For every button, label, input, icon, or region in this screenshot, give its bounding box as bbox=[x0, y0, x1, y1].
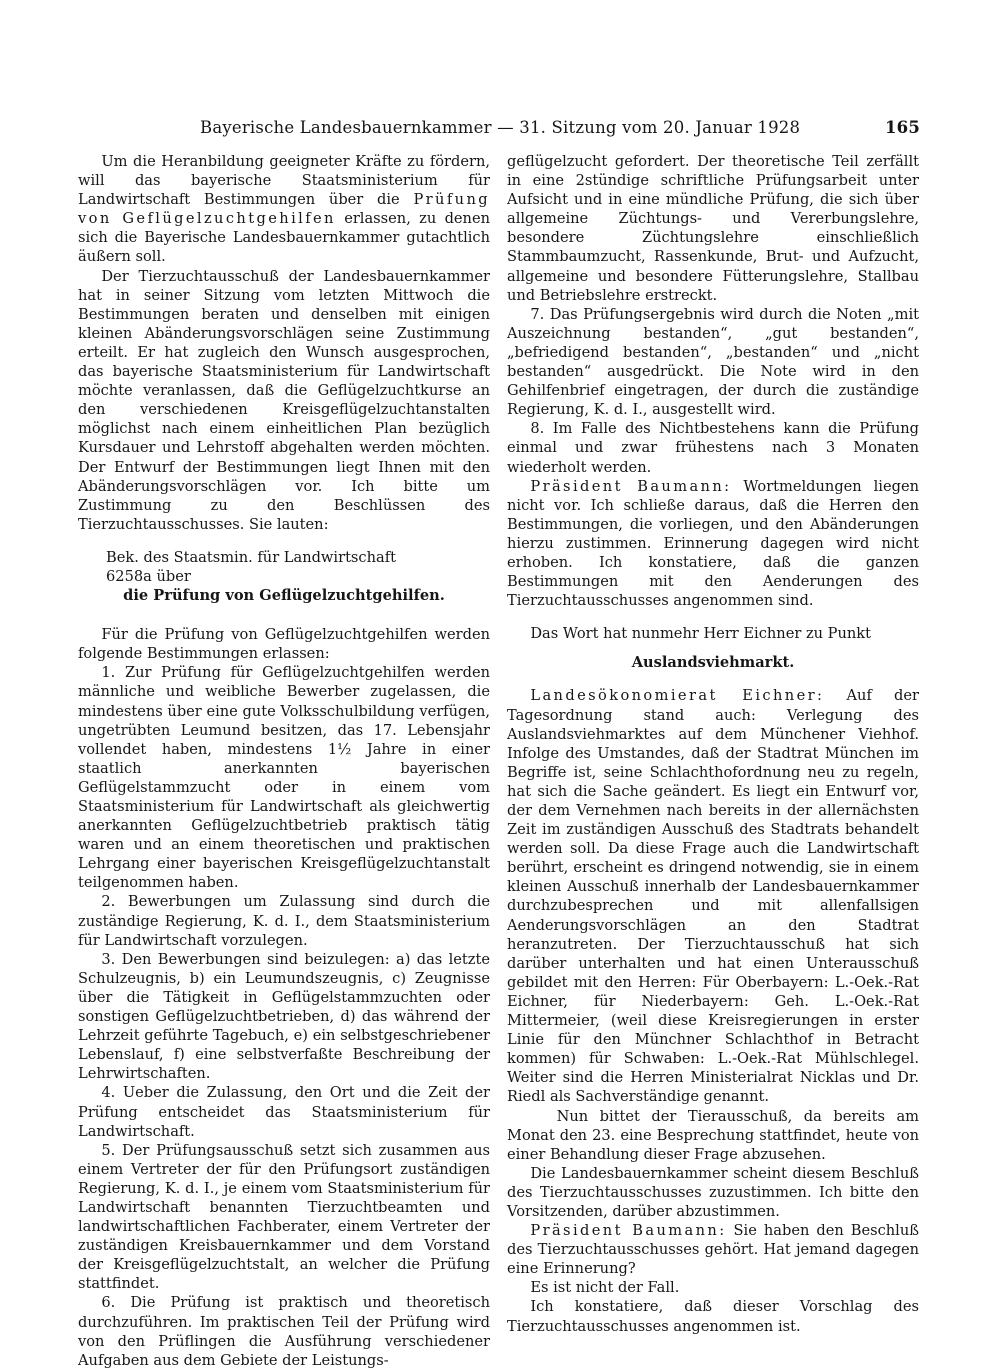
page-number: 165 bbox=[884, 118, 920, 137]
speaker-name: Präsident Baumann: bbox=[530, 477, 732, 495]
decree-item-1: 1. Zur Prüfung für Geflügelzuchtgehilfen werden männliche und weibliche Bewerber zugelassen, die mindestens über eine gute Volksschulbildung verfügen, ungetrübten Leumund besitzen, das 17. Lebensjahr vollendet haben, mindestens 1½ Jahre in einer staatlich anerkannten bayerischen Geflügelstammzucht oder in einem vom Staatsministerium für Landwirtschaft als gleichwertig anerkannten Geflügelzuchtbetrieb praktisch tätig waren und an einem theoretischen und praktischen Lehrgang einer bayerischen Kreisgeflügelzuchtanstalt teilgenommen haben. bbox=[78, 664, 490, 892]
decree-heading: die Prüfung von Geflügelzuchtgehilfen. bbox=[123, 587, 445, 605]
running-header bbox=[90, 118, 920, 144]
running-title: Bayerische Landesbauernkammer — 31. Sitzung vom 20. Januar 1928 bbox=[200, 118, 801, 137]
decree-reference-line-2: 6258a über bbox=[106, 567, 191, 585]
speech-president-2: Präsident Baumann: Sie haben den Beschluß des Tierzuchtausschusses gehört. Hat jemand dagegen eine Erinnerung? bbox=[507, 1222, 919, 1278]
decree-item-3: 3. Den Bewerbungen sind beizulegen: a) das letzte Schulzeugnis, b) ein Leumundszeugnis, c) Zeugnisse über die Tätigkeit in Geflügelstammzuchten oder sonstigen Geflügelzuchtbetrieben, d) das während der Lehrzeit geführte Tagebuch, e) ein selbstgeschriebener Lebenslauf, f) eine selbstverfaßte Beschreibung der Lehrwirtschaften. bbox=[78, 950, 490, 1083]
decree-item-8: 8. Im Falle des Nichtbestehens kann die Prüfung einmal und zwar frühestens nach 3 Monaten wiederholt werden. bbox=[507, 420, 919, 476]
speaker-name: Präsident Baumann: bbox=[530, 1222, 727, 1240]
left-column bbox=[78, 152, 490, 1370]
speaker-name: Landesökonomierat Eichner: bbox=[530, 687, 825, 705]
speech-eichner-3: Die Landesbauernkammer scheint diesem Beschluß des Tierzuchtausschusses zuzustimmen. Ich bitte den Vorsitzenden, darüber abzustimmen. bbox=[507, 1164, 919, 1220]
intro-paragraph: Um die Heranbildung geeigneter Kräfte zu fördern, will das bayerische Staatsministerium für Landwirtschaft Bestimmungen über die Prüfung von Geflügelzuchtgehilfen erlassen, zu denen sich die Bayerische Landesbauernkammer gutachtlich äußern soll. bbox=[78, 153, 490, 266]
section-heading: Auslandsviehmarkt. bbox=[631, 654, 795, 672]
speech-eichner-2: Nun bittet der Tierausschuß, da bereits am Monat den 23. eine Besprechung stattfindet, heute von einer Behandlung dieser Frage abzusehen. bbox=[507, 1107, 919, 1163]
decree-item-6-continued: geflügelzucht gefordert. Der theoretische Teil zerfällt in eine 2stündige schriftliche Prüfungsarbeit unter Aufsicht und in eine mündliche Prüfung, die sich über allgemeine Züchtungs- und Vererbungslehre, besondere Züchtungslehre einschließlich Stammbaumzucht, Rassenkunde, Brut- und Aufzucht, allgemeine und besondere Fütterungslehre, Stallbau und Betriebslehre erstreckt. bbox=[507, 153, 919, 304]
decree-preamble: Für die Prüfung von Geflügelzuchtgehilfen werden folgende Bestimmungen erlassen: bbox=[78, 626, 490, 663]
no-objection-line: Es ist nicht der Fall. bbox=[530, 1279, 680, 1297]
committee-paragraph: Der Tierzuchtausschuß der Landesbauernkammer hat in seiner Sitzung vom letzten Mittwoch die Bestimmungen beraten und denselben mit einigen kleinen Abänderungsvorschlägen seine Zustimmung erteilt. Er hat zugleich den Wunsch ausgesprochen, das bayerische Staatsministerium für Landwirtschaft möchte veranlassen, daß die Geflügelzuchtkurse an den verschiedenen Kreisgeflügelzuchtanstalten möglichst nach einem einheitlichen Plan bezüglich Kursdauer und Lehrstoff abgehalten werden möchten. Der Entwurf der Bestimmungen liegt Ihnen mit den Abänderungsvorschlägen vor. Ich bitte um Zustimmung zu den Beschlüssen des Tierzuchtausschusses. Sie lauten: bbox=[78, 267, 490, 533]
decree-item-7: 7. Das Prüfungsergebnis wird durch die Noten „mit Auszeichnung bestanden“, „gut bestanden“, „befriedigend bestanden“, „bestanden“ und „nicht bestanden“ ausgedrückt. Die Note wird in den Gehilfenbrief eingetragen, der durch die zuständige Regierung, K. d. I., ausgestellt wird. bbox=[507, 305, 919, 419]
speech-eichner: Landesökonomierat Eichner: Auf der Tagesordnung stand auch: Verlegung des Auslandsviehmarktes auf dem Münchener Viehhof. Infolge des Umstandes, daß der Stadtrat München im Begriffe ist, seine Schlachthofordnung neu zu regeln, hat sich die Sache geändert. Es liegt ein Entwurf vor, der dem Vernehmen nach bereits in der allernächsten Zeit im zuständigen Ausschuß des Stadtrats behandelt werden soll. Da diese Frage auch die Landwirtschaft berührt, erscheint es dringend notwendig, sie in einem kleinen Ausschuß innerhalb der Landesbauernkammer durchzubesprechen und mit allenfallsigen Aenderungsvorschlägen an den Stadtrat heranzutreten. Der Tierzuchtausschuß hat sich darüber unterhalten und hat einen Unterausschuß gebildet mit den Herren: Für Oberbayern: L.-Oek.-Rat Eichner, für Niederbayern: Geh. L.-Oek.-Rat Mittermeier, (weil diese Kreisregierungen in erster Linie für den Münchner Schlachthof in Betracht kommen) für Schwaben: L.-Oek.-Rat Mühlschlegel. Weiter sind die Herren Ministerialrat Nicklas und Dr. Riedl als Sachverständige genannt. bbox=[507, 687, 920, 1106]
spaced-term: Prüfung von Geflügelzuchtgehilfen bbox=[78, 191, 490, 228]
decree-item-5: 5. Der Prüfungsausschuß setzt sich zusammen aus einem Vertreter der für den Prüfungsort zuständigen Regierung, K. d. I., je einem vom Staatsministerium für Landwirtschaft benannten Tierzuchtbeamten und landwirtschaftlichen Fachberater, einem Vertreter der zuständigen Kreisbauernkammer und dem Vorstand der Kreisgeflügelzuchtstalt, an welcher die Prüfung stattfindet. bbox=[78, 1141, 490, 1293]
decree-reference-line-1: Bek. des Staatsmin. für Landwirtschaft bbox=[106, 548, 396, 566]
adoption-statement: Ich konstatiere, daß dieser Vorschlag des Tierzuchtausschusses angenommen ist. bbox=[507, 1298, 919, 1335]
floor-given-line: Das Wort hat nunmehr Herr Eichner zu Punkt bbox=[530, 625, 872, 643]
speech-president-1: Präsident Baumann: Wortmeldungen liegen nicht vor. Ich schließe daraus, daß die Herren den Bestimmungen, die vorliegen, und den Abänderungen hierzu zustimmen. Erinnerung dagegen wird nicht erhoben. Ich konstatiere, daß die ganzen Bestimmungen mit den Aenderungen des Tierzuchtausschusses angenommen sind. bbox=[507, 477, 919, 610]
decree-item-4: 4. Ueber die Zulassung, den Ort und die Zeit der Prüfung entscheidet das Staatsministerium für Landwirtschaft. bbox=[78, 1084, 490, 1140]
decree-item-6: 6. Die Prüfung ist praktisch und theoretisch durchzuführen. Im praktischen Teil der Prüfung wird von den Prüflingen die Ausführung verschiedener Aufgaben aus dem Gebiete der Leistungs- bbox=[78, 1294, 490, 1369]
decree-item-2: 2. Bewerbungen um Zulassung sind durch die zuständige Regierung, K. d. I., dem Staatsministerium für Landwirtschaft vorzulegen. bbox=[78, 893, 490, 949]
right-column bbox=[507, 152, 919, 1336]
